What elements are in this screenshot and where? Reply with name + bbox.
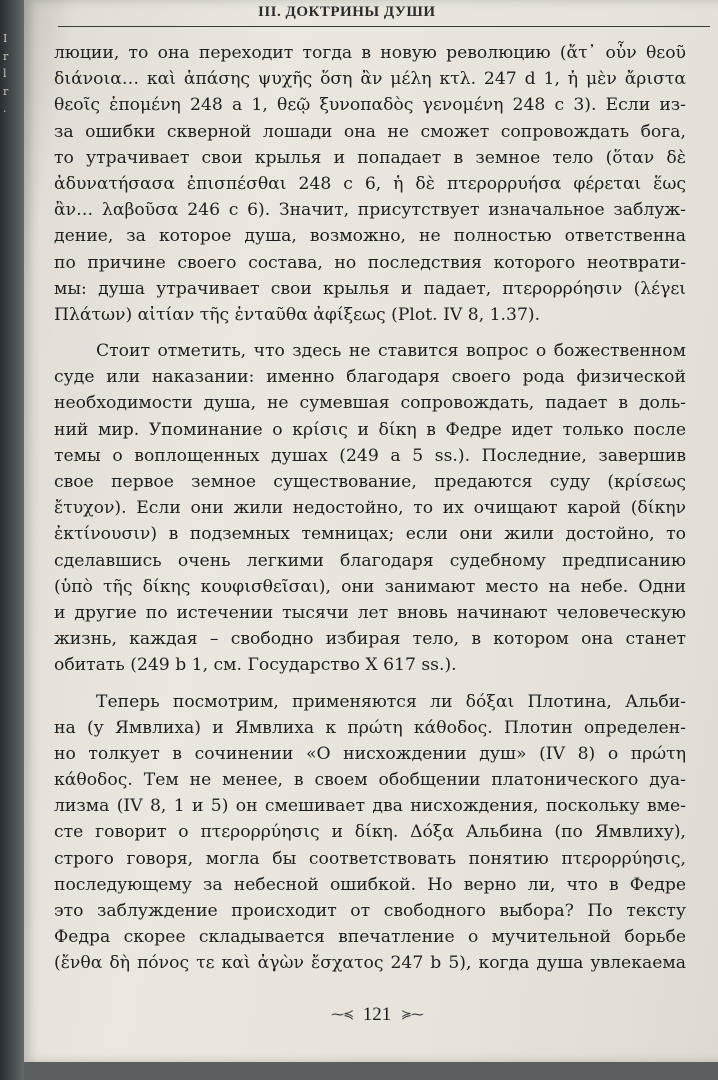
page-bottom-edge xyxy=(24,1062,718,1080)
text-line: ἀδυνατήσασα ἐπισπέσθαι 248 c 6, ἡ δὲ πτερορρυήσα φέρεται ἕως xyxy=(54,173,686,194)
book-page xyxy=(24,0,718,1062)
text-line: необходимости душа, не сумевшая сопровождать, падает в доль- xyxy=(54,393,686,414)
text-line: люции, то она переходит тогда в новую революцию (ἄτ᾽ οὖν θεοῦ xyxy=(54,43,686,63)
text-line: ἂν… λαβοῦσα 246 c 6). Значит, присутствует изначальное заблуж- xyxy=(54,200,686,221)
text-line: лизма (IV 8, 1 и 5) он смешивает два нисхождения, поскольку вме- xyxy=(54,796,686,817)
paragraph xyxy=(54,689,686,977)
text-line: (ὑπὸ τῆς δίκης κουφισθεῖσαι), они занимают место на небе. Одни xyxy=(54,576,686,597)
text-line: но толкует в сочинении «О нисхождении душ» (IV 8) о πρώτη xyxy=(54,743,686,764)
text-line: обитать (249 b 1, см. Государство X 617 ss.). xyxy=(54,655,457,676)
text-line: θεοῖς ἑπομένη 248 a 1, θεῷ ξυνοπαδὸς γενομένη 248 c 3). Если из- xyxy=(54,95,686,116)
running-header xyxy=(58,0,710,30)
paragraph-gap xyxy=(54,328,686,338)
text-line: Теперь посмотрим, применяются ли δόξαι Плотина, Альби- xyxy=(96,691,686,712)
text-line: (ἔνθα δὴ πόνος τε καὶ ἀγὼν ἔσχατος 247 b 5), когда душа увлекаема xyxy=(54,953,686,974)
left-ornament: ⁓≼ xyxy=(331,1007,354,1023)
right-ornament: ≽⁓ xyxy=(400,1007,423,1023)
text-line: за ошибки скверной лошади она не сможет сопровождать бога, xyxy=(54,121,686,142)
text-line: κάθοδος. Тем не менее, в своем обобщении платонического дуа- xyxy=(54,770,686,791)
text-line: то утрачивает свои крылья и попадает в земное тело (ὅταν δὲ xyxy=(54,147,686,168)
header-rule xyxy=(58,26,710,27)
text-line: διάνοια… καὶ ἁπάσης ψυχῆς ὅση ἂν μέλη κτλ. 247 d 1, ἡ μὲν ἄριστα xyxy=(54,69,686,90)
text-line: сделавшись очень легкими благодаря судебному предписанию xyxy=(54,550,686,571)
book-spine-edge xyxy=(0,0,26,1080)
text-line: свое первое земное существование, предаются суду (κρίσεως xyxy=(54,472,686,492)
page-number: 121 xyxy=(362,1004,392,1025)
text-line: это заблуждение происходит от свободного выбора? По тексту xyxy=(54,901,686,921)
paragraph xyxy=(54,40,686,328)
text-line: на (у Ямвлиха) и Ямвлиха к πρώτη κάθοδος. Плотин определен- xyxy=(54,717,686,738)
text-line: Стоит отметить, что здесь не ставится вопрос о божественном xyxy=(96,341,686,362)
spine-mark: r xyxy=(3,49,9,63)
text-line: и другие по истечении тысячи лет вновь начинают человеческую xyxy=(54,602,686,623)
spine-marks xyxy=(3,30,17,118)
spine-mark: l xyxy=(3,67,7,81)
text-line: жизнь, каждая – свободно избирая тело, в котором она станет xyxy=(54,629,686,650)
text-line: темы о воплощенных душах (249 a 5 ss.). Последние, завершив xyxy=(54,445,686,466)
text-line: Πλάτων) αἰτίαν τῆς ἐνταῦθα ἀφίξεως (Plot. IV 8, 1.37). xyxy=(54,304,541,325)
text-line: строго говоря, могла бы соответствовать понятию πτερορρύησις, xyxy=(54,848,686,869)
body-text xyxy=(54,40,686,977)
text-line: по причине своего состава, но последствия которого неотврати- xyxy=(54,252,686,273)
page-footer xyxy=(24,1004,718,1026)
text-line: последующему за небесной ошибкой. Но верно ли, что в Федре xyxy=(54,874,686,895)
running-header-title: III. ДОКТРИНЫ ДУШИ xyxy=(258,4,436,20)
spine-mark: I xyxy=(3,32,8,45)
spine-mark: r xyxy=(3,84,9,98)
spine-mark: . xyxy=(3,102,7,116)
text-line: сте говорит о πτερορρύησις и δίκη. Δόξα Альбина (по Ямвлиху), xyxy=(54,822,686,843)
paragraph-gap xyxy=(54,679,686,689)
paragraph xyxy=(54,338,686,678)
text-line: суде или наказании: именно благодаря своего рода физической xyxy=(54,367,686,388)
text-line: ἐκτίνουσιν) в подземных темницах; если они жили достойно, то xyxy=(54,524,686,545)
text-line: ний мир. Упоминание о κρίσις и δίκη в Федре идет только после xyxy=(54,419,686,440)
text-line: дение, за которое душа, возможно, не полностью ответственна xyxy=(54,226,686,247)
text-line: ἔτυχον). Если они жили недостойно, то их очищают карой (δίκην xyxy=(54,498,686,519)
text-line: Федра скорее складывается впечатление о мучительной борьбе xyxy=(54,927,686,948)
text-line: мы: душа утрачивает свои крылья и падает, πτερορρόησιν (λέγει xyxy=(54,278,686,299)
